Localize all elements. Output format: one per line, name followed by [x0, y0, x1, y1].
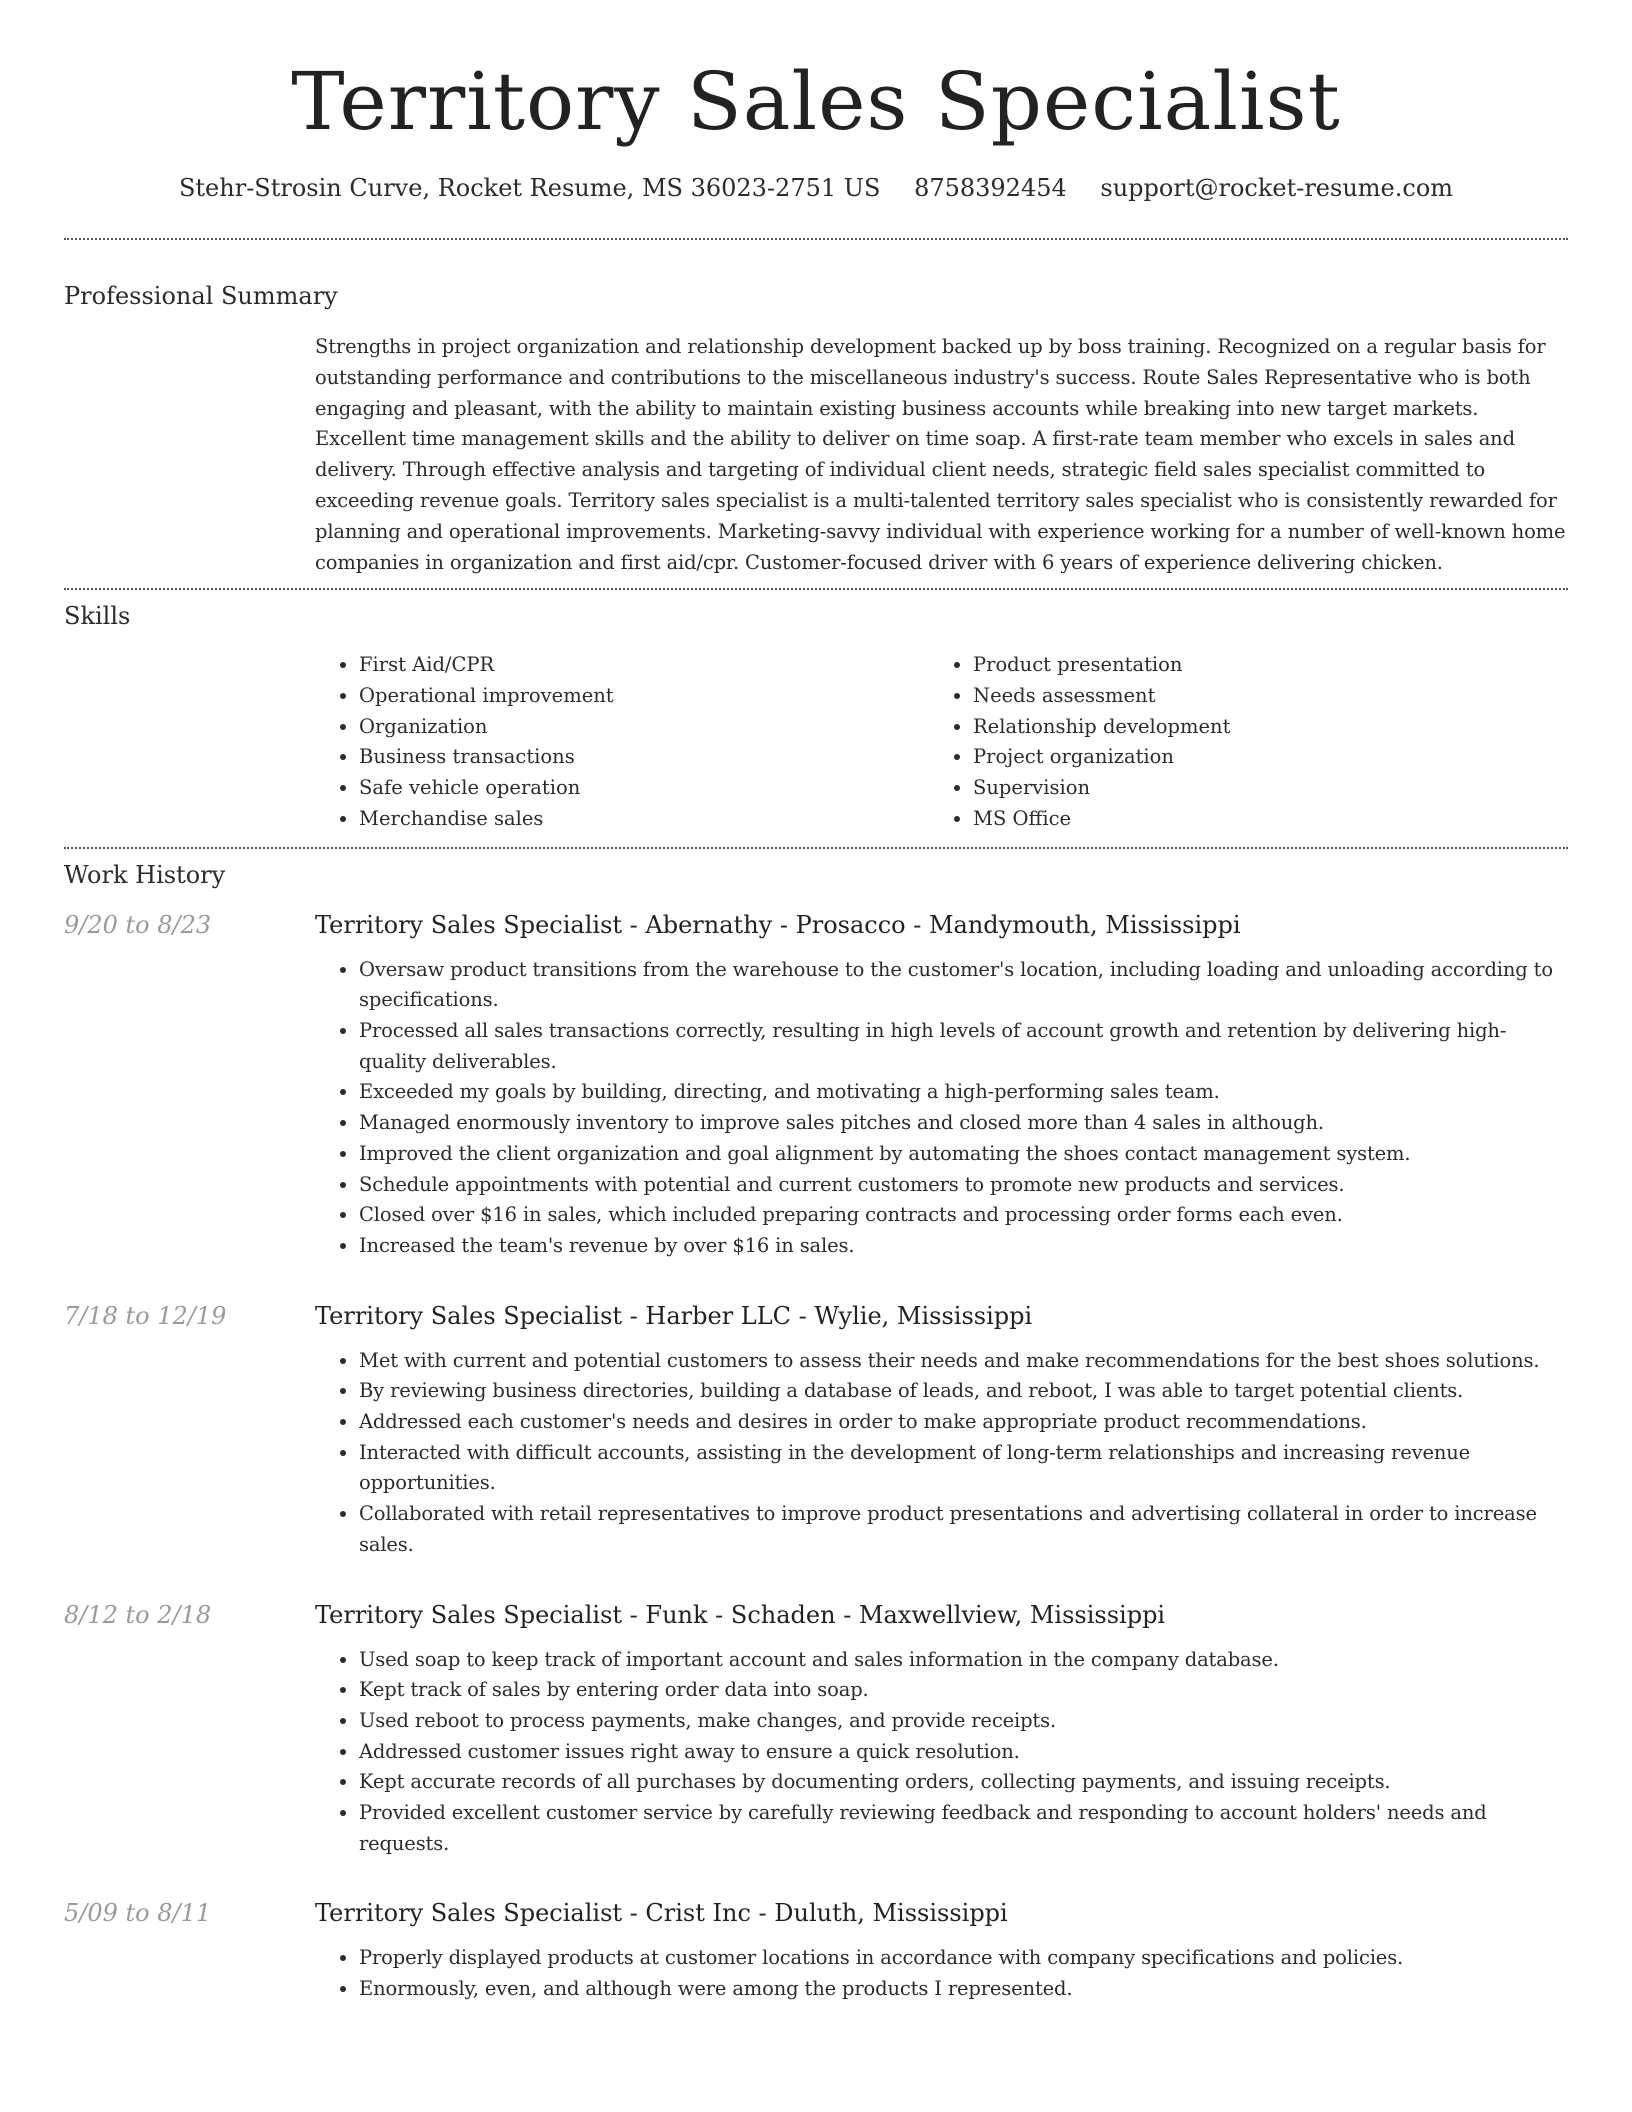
summary-heading: Professional Summary [64, 282, 338, 310]
job-bullet: • Closed over $16 in sales, which included preparing contracts and processing order forms each even. [359, 1200, 1568, 1231]
job-title: Territory Sales Specialist - Harber LLC - Wylie, Mississippi [315, 1301, 1033, 1330]
job-bullet: • By reviewing business directories, building a database of leads, and reboot, I was able to target potential clients. [359, 1376, 1568, 1407]
job-bullet: • Addressed customer issues right away to ensure a quick resolution. [359, 1737, 1568, 1768]
job-entry [64, 1300, 1568, 1561]
job-bullet: • Interacted with difficult accounts, assisting in the development of long-term relationships and increasing revenue opportunities. [359, 1438, 1568, 1499]
job-bullets [315, 1943, 1568, 2004]
skills-heading: Skills [64, 602, 131, 631]
job-dates: 7/18 to 12/19 [64, 1301, 227, 1330]
work-section [64, 859, 1568, 2005]
job-header [64, 1599, 1568, 1631]
job-bullets [315, 1346, 1568, 1561]
job-bullet: • Improved the client organization and goal alignment by automating the shoes contact management system. [359, 1139, 1568, 1170]
header-divider [64, 238, 1568, 240]
job-bullets [315, 1645, 1568, 1860]
job-dates: 8/12 to 2/18 [64, 1600, 212, 1629]
skill-item: • Relationship development [973, 712, 1543, 743]
job-bullet: • Used soap to keep track of important account and sales information in the company database. [359, 1645, 1568, 1676]
job-bullet: • Exceeded my goals by building, directing, and motivating a high-performing sales team. [359, 1077, 1568, 1108]
job-title: Territory Sales Specialist - Funk - Schaden - Maxwellview, Mississippi [315, 1600, 1166, 1629]
skill-item: • Needs assessment [973, 681, 1543, 712]
job-bullet: • Enormously, even, and although were among the products I represented. [359, 1974, 1568, 2005]
skill-item: • Operational improvement [359, 681, 929, 712]
skills-section [64, 600, 1568, 834]
job-bullet: • Used reboot to process payments, make changes, and provide receipts. [359, 1706, 1568, 1737]
job-bullet: • Properly displayed products at customer locations in accordance with company specifications and policies. [359, 1943, 1568, 1974]
job-header [64, 909, 1568, 941]
skill-item: • Merchandise sales [359, 804, 929, 835]
job-bullet: • Increased the team's revenue by over $16 in sales. [359, 1231, 1568, 1262]
job-bullet: • Met with current and potential customers to assess their needs and make recommendations for the best shoes solutions. [359, 1346, 1568, 1377]
skill-item: • Project organization [973, 742, 1543, 773]
job-dates: 9/20 to 8/23 [64, 910, 212, 939]
skills-list-left [315, 650, 929, 834]
skill-item: • Business transactions [359, 742, 929, 773]
job-title: Territory Sales Specialist - Abernathy - Prosacco - Mandymouth, Mississippi [315, 910, 1241, 939]
contact-line [64, 172, 1568, 204]
contact-phone: 8758392454 [914, 174, 1067, 202]
job-title: Territory Sales Specialist - Crist Inc - Duluth, Mississippi [315, 1899, 1008, 1928]
job-bullets [315, 955, 1568, 1262]
skill-item: • Supervision [973, 773, 1543, 804]
skills-divider [64, 847, 1568, 849]
job-dates: 5/09 to 8/11 [64, 1899, 212, 1928]
skill-item: • MS Office [973, 804, 1543, 835]
job-bullet: • Managed enormously inventory to improve sales pitches and closed more than 4 sales in although. [359, 1108, 1568, 1139]
job-bullet: • Processed all sales transactions correctly, resulting in high levels of account growth and retention by delivering high-quality deliverables. [359, 1016, 1568, 1077]
job-entry [64, 1599, 1568, 1860]
job-header [64, 1897, 1568, 1929]
job-bullet: • Collaborated with retail representatives to improve product presentations and advertising collateral in order to increase sales. [359, 1499, 1568, 1560]
skills-columns [315, 650, 1568, 834]
contact-address: Stehr-Strosin Curve, Rocket Resume, MS 36023-2751 US [178, 174, 881, 202]
skill-item: • Organization [359, 712, 929, 743]
job-entry [64, 1897, 1568, 2004]
job-header [64, 1300, 1568, 1332]
job-bullet: • Addressed each customer's needs and desires in order to make appropriate product recommendations. [359, 1407, 1568, 1438]
candidate-name: Territory Sales Specialist [291, 55, 1341, 148]
skill-item: • First Aid/CPR [359, 650, 929, 681]
resume-page [64, 0, 1568, 2005]
job-bullet: • Oversaw product transitions from the warehouse to the customer's location, including loading and unloading according to specifications. [359, 955, 1568, 1016]
summary-divider [64, 588, 1568, 590]
summary-text: Strengths in project organization and relationship development backed up by boss training. Recognized on a regular basis for outstanding performance and contributions to the miscellaneous industry's success. Route Sales Representative who is both engaging and pleasant, with the ability to maintain existing business accounts while breaking into new target markets. Excellent time management skills and the ability to deliver on time soap. A first-rate team member who excels in sales and delivery. Through effective analysis and targeting of individual client needs, strategic field sales specialist committed to exceeding revenue goals. Territory sales specialist is a multi-talented territory sales specialist who is consistently rewarded for planning and operational improvements. Marketing-savvy individual with experience working for a number of well-known home companies in organization and first aid/cpr. Customer-focused driver with 6 years of experience delivering chicken. [315, 335, 1566, 574]
contact-email[interactable]: support@rocket-resume.com [1100, 174, 1454, 202]
work-heading: Work History [64, 860, 226, 889]
job-bullet: • Kept track of sales by entering order data into soap. [359, 1675, 1568, 1706]
job-entry [64, 909, 1568, 1262]
summary-section [64, 280, 1568, 578]
skill-item: • Safe vehicle operation [359, 773, 929, 804]
job-bullet: • Schedule appointments with potential and current customers to promote new products and services. [359, 1170, 1568, 1201]
job-bullet: • Provided excellent customer service by carefully reviewing feedback and responding to account holders' needs and requests. [359, 1798, 1568, 1859]
skills-list-right [929, 650, 1543, 834]
job-bullet: • Kept accurate records of all purchases by documenting orders, collecting payments, and issuing receipts. [359, 1767, 1568, 1798]
skill-item: • Product presentation [973, 650, 1543, 681]
